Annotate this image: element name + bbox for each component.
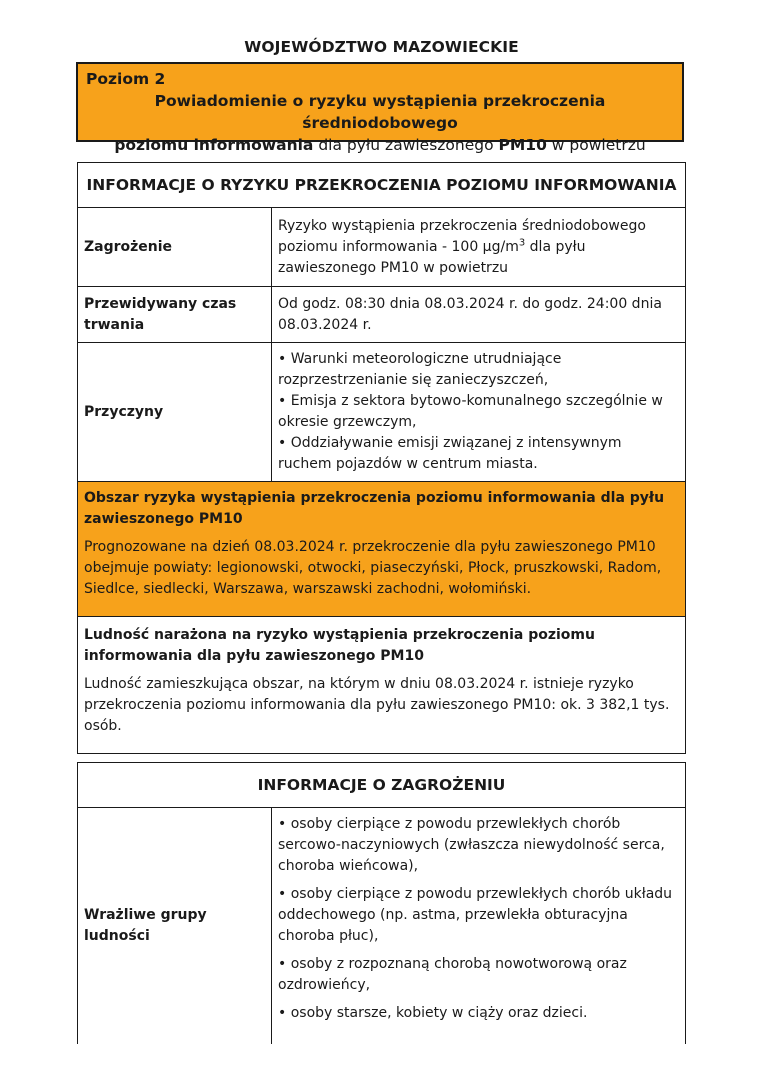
area-text: Prognozowane na dzień 08.03.2024 r. przekroczenie dla pyłu zawieszonego PM10 obejmuje powiaty: legionowski, otwocki, piaseczyński, Płock, pruszkowski, Radom, Siedlce, siedlecki, Warszawa, warszawski zachodni, wołomiński. bbox=[84, 539, 662, 597]
causes-list bbox=[272, 343, 686, 482]
sensitive-groups-label: Wrażliwe grupy ludności bbox=[78, 808, 272, 1045]
sensitive-groups-row bbox=[78, 808, 686, 1045]
notice-line-2-normal: dla pyłu zawieszonego bbox=[313, 136, 499, 154]
area-cell bbox=[78, 482, 686, 617]
population-row bbox=[78, 617, 686, 754]
notice-pollutant: PM10 bbox=[498, 136, 547, 154]
notice-line-1: Powiadomienie o ryzyku wystąpienia przekroczenia średniodobowego bbox=[154, 92, 606, 132]
sensitive-group-item: • osoby cierpiące z powodu przewlekłych chorób układu oddechowego (np. astma, przewlekła obturacyjna choroba płuc), bbox=[278, 886, 673, 944]
threat-table-header-row bbox=[78, 763, 686, 808]
cause-item: • Oddziaływanie emisji związanej z intensywnym ruchem pojazdów w centrum miasta. bbox=[278, 435, 622, 472]
cause-item: • Emisja z sektora bytowo-komunalnego szczególnie w okresie grzewczym, bbox=[278, 393, 663, 430]
threat-value-text: Ryzyko wystąpienia przekroczenia średniodobowego poziomu informowania - 100 µg/m bbox=[278, 217, 646, 255]
population-title: Ludność narażona na ryzyko wystąpienia przekroczenia poziomu informowania dla pyłu zawieszonego PM10 bbox=[84, 627, 595, 664]
sensitive-group-item: • osoby z rozpoznaną chorobą nowotworową oraz ozdrowieńcy, bbox=[278, 956, 627, 993]
cause-item: • Warunki meteorologiczne utrudniające rozprzestrzenianie się zanieczyszczeń, bbox=[278, 351, 562, 388]
causes-label: Przyczyny bbox=[78, 343, 272, 482]
sensitive-group-item: • osoby cierpiące z powodu przewlekłych chorób sercowo-naczyniowych (zwłaszcza niewydolność serca, choroba wieńcowa), bbox=[278, 816, 665, 874]
sensitive-group-item: • osoby starsze, kobiety w ciąży oraz dzieci. bbox=[278, 1005, 588, 1021]
notice-line-2-bold: poziomu informowania bbox=[114, 136, 314, 154]
population-cell bbox=[78, 617, 686, 754]
alert-level-box bbox=[76, 62, 684, 154]
risk-table-title: INFORMACJE O RYZYKU PRZEKROCZENIA POZIOMU INFORMOWANIA bbox=[78, 163, 686, 208]
duration-label: Przewidywany czas trwania bbox=[78, 287, 272, 343]
threat-value-text-end: dla pyłu zawieszonego PM10 w powietrzu bbox=[278, 238, 586, 276]
risk-table-header-row bbox=[78, 163, 686, 208]
area-title: Obszar ryzyka wystąpienia przekroczenia poziomu informowania dla pyłu zawieszonego PM10 bbox=[84, 490, 665, 527]
threat-info-table bbox=[77, 762, 686, 1044]
notice-line-2-end: w powietrzu bbox=[546, 136, 646, 154]
threat-value-superscript: 3 bbox=[518, 236, 526, 248]
alert-level-label: Poziom 2 bbox=[86, 70, 166, 88]
population-text: Ludność zamieszkująca obszar, na którym w dniu 08.03.2024 r. istnieje ryzyko przekroczenia poziomu informowania dla pyłu zawieszonego PM10: ok. 3 382,1 tys. osób. bbox=[84, 676, 670, 734]
sensitive-groups-list bbox=[272, 808, 686, 1045]
causes-row bbox=[78, 343, 686, 482]
duration-value: Od godz. 08:30 dnia 08.03.2024 r. do godz. 24:00 dnia 08.03.2024 r. bbox=[272, 287, 686, 343]
area-row bbox=[78, 482, 686, 617]
duration-row bbox=[78, 287, 686, 343]
alert-notice-text bbox=[86, 90, 674, 156]
threat-table-title: INFORMACJE O ZAGROŻENIU bbox=[78, 763, 686, 808]
threat-value bbox=[272, 208, 686, 287]
risk-info-table bbox=[77, 162, 686, 754]
threat-row bbox=[78, 208, 686, 287]
threat-label: Zagrożenie bbox=[78, 208, 272, 287]
region-title: WOJEWÓDZTWO MAZOWIECKIE bbox=[244, 38, 519, 56]
